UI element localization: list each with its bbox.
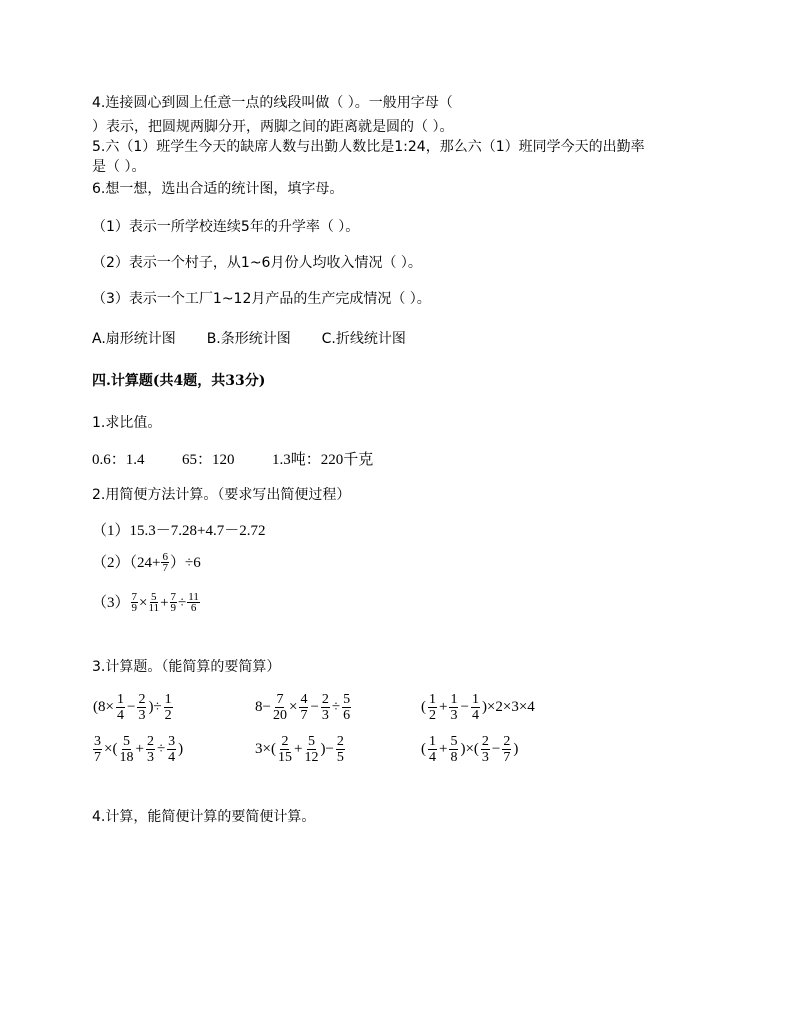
c3-expr-1: (8× $\frac{1}{4}$ − $\frac{2}{3}$ )÷ $\frac{1}{2}$ xyxy=(93,692,172,723)
c1-item-2: 65：120 xyxy=(182,452,235,468)
q6-title: 6.想一想，选出合适的统计图，填字母。 xyxy=(92,181,344,197)
q5-line2: 是（ ）。 xyxy=(92,159,146,175)
c1-items xyxy=(92,451,373,469)
fraction: $\frac{11}{6}$ xyxy=(188,591,199,614)
q6-item-1: （1）表示一所学校连续5年的升学率（ ）。 xyxy=(92,219,360,235)
c2-p1: （1）15.3－7.28+4.7－2.72 xyxy=(92,523,266,539)
section-heading: 四.计算题(共4题，共33分) xyxy=(92,373,266,389)
c2-p2-suffix: ）÷6 xyxy=(169,554,201,571)
fraction: $\frac{7}{9}$ xyxy=(170,591,177,614)
c2-p3: （3） $\frac{7}{9}$ × $\frac{5}{11}$ + $\frac{7}{9}$ ÷ $\frac{11}{6}$ xyxy=(92,591,199,614)
c1-item-3: 1.3吨：220千克 xyxy=(272,452,374,468)
q6-item-3: （3）表示一个工厂1~12月产品的生产完成情况（ ）。 xyxy=(92,291,431,307)
c2-p3-prefix: （3） xyxy=(92,594,130,611)
c1-title: 1.求比值。 xyxy=(92,415,162,431)
q6-item-2: （2）表示一个村子，从1~6月份人均收入情况（ ）。 xyxy=(92,255,422,271)
q6-options xyxy=(92,330,406,348)
option-b: B.条形统计图 xyxy=(206,331,291,347)
q5-line1: 5.六（1）班学生今天的缺席人数与出勤人数比是1:24，那么六（1）班同学今天的出勤率 xyxy=(92,139,645,155)
c3-expr-5: 3×( $\frac{2}{15}$ + $\frac{5}{12}$ )− $\frac{2}{5}$ xyxy=(255,734,344,765)
c1-item-1: 0.6：1.4 xyxy=(92,452,145,468)
c3-expr-6: ( $\frac{1}{4}$ + $\frac{5}{8}$ )×( $\frac{2}{3}$ − $\frac{2}{7}$ ) xyxy=(421,734,519,765)
fraction: $\frac{5}{11}$ xyxy=(148,591,160,614)
q4-line1: 4.连接圆心到圆上任意一点的线段叫做（ ）。一般用字母（ xyxy=(92,95,453,111)
c2-p2-prefix: （2）（24+ xyxy=(92,554,161,571)
fraction: $\frac{6}{7}$ xyxy=(162,551,168,574)
q4-line2: ）表示，把圆规两脚分开，两脚之间的距离就是圆的（ ）。 xyxy=(92,119,454,135)
option-a: A.扇形统计图 xyxy=(92,331,176,347)
c3-expr-3: ( $\frac{1}{2}$ + $\frac{1}{3}$ − $\frac{1}{4}$ )×2×3×4 xyxy=(421,692,535,723)
c3-title: 3.计算题。（能简算的要简算） xyxy=(92,659,281,675)
c3-expr-4: $\frac{3}{7}$ ×( $\frac{5}{18}$ + $\frac{2}{3}$ ÷ $\frac{3}{4}$ ) xyxy=(94,734,184,765)
option-c: C.折线统计图 xyxy=(321,331,406,347)
fraction: $\frac{7}{9}$ xyxy=(131,591,138,614)
c2-title: 2.用简便方法计算。（要求写出简便过程） xyxy=(92,487,351,503)
c4-title: 4.计算，能简便计算的要简便计算。 xyxy=(92,809,316,825)
c3-expr-2: 8− $\frac{7}{20}$ × $\frac{4}{7}$ − $\frac{2}{3}$ ÷ $\frac{5}{6}$ xyxy=(255,692,351,723)
c2-p2 xyxy=(92,552,201,573)
